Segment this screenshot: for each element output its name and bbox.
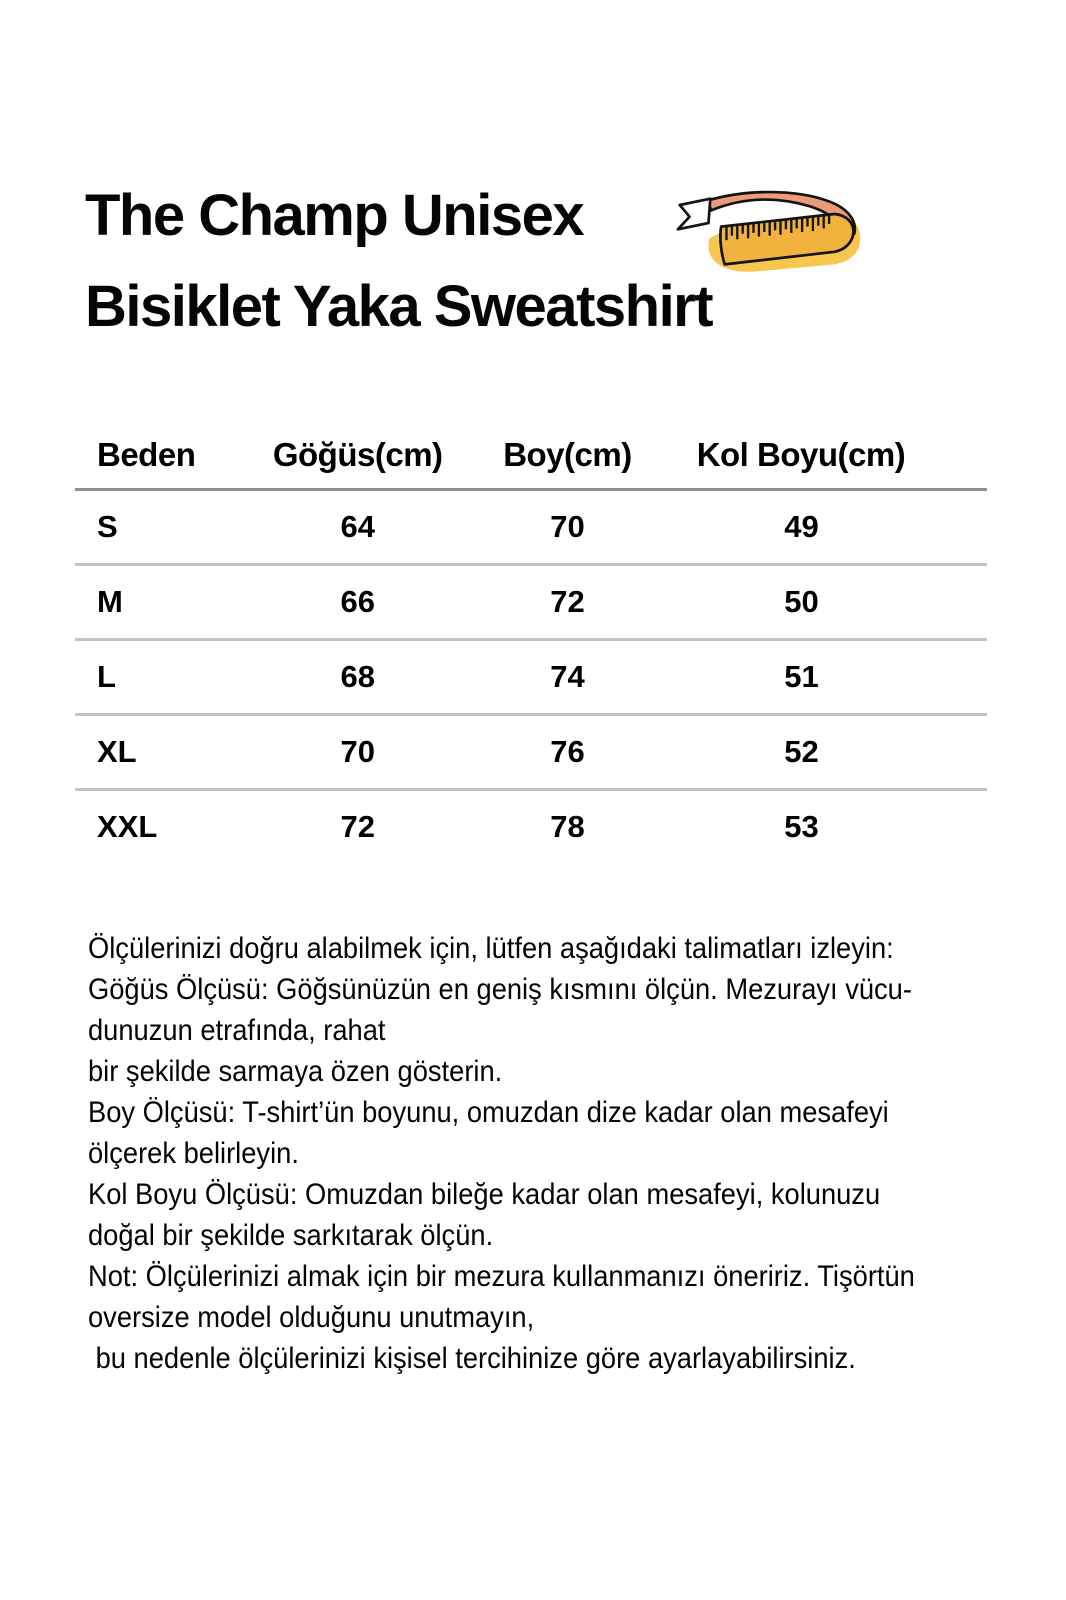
instruction-line: Kol Boyu Ölçüsü: Omuzdan bileğe kadar olan mesafeyi, kolunuzu [88,1178,881,1211]
column-header-gogus: Göğüs(cm) [257,436,458,490]
length-value: 76 [458,715,677,790]
table-row-m [75,565,987,640]
chest-value: 68 [257,640,458,715]
length-value: 78 [550,809,585,844]
sleeve-value: 53 [784,809,819,844]
size-label: M [75,565,257,640]
sleeve-value: 52 [677,715,987,790]
column-header-kol-boyu: Kol Boyu(cm) [677,436,987,490]
size-table [75,436,987,863]
length-value: 70 [458,490,677,565]
size-table-header-row [75,436,987,490]
instruction-line: Not: Ölçülerinizi almak için bir mezura kullanmanızı öneririz. Tişörtün [88,1260,915,1293]
instruction-line: bu nedenle ölçülerinizi kişisel tercihinize göre ayarlayabilirsiniz. [88,1342,856,1375]
instruction-line: Göğüs Ölçüsü: Göğsünüzün en geniş kısmını ölçün. Mezurayı vücu- [88,973,912,1006]
table-row-xl [75,715,987,790]
size-label: XL [75,715,257,790]
chest-value: 72 [340,809,375,844]
instruction-line: ölçerek belirleyin. [88,1137,299,1170]
column-header-beden: Beden [75,436,257,490]
instruction-line: oversize model olduğunu unutmayın, [88,1301,535,1334]
length-value: 72 [458,565,677,640]
size-label: XXL [97,809,158,844]
table-row-xxl [75,790,987,864]
length-value: 74 [458,640,677,715]
instruction-line: Ölçülerinizi doğru alabilmek için, lütfen aşağıdaki talimatları izleyin: [88,932,894,965]
chest-value: 64 [257,490,458,565]
chest-value: 70 [257,715,458,790]
instruction-line: dunuzun etrafında, rahat [88,1014,386,1047]
measurement-instructions [88,928,1044,1379]
chest-value: 66 [257,565,458,640]
tape-tip [678,199,710,230]
sleeve-value: 49 [677,490,987,565]
product-title-line2: Bisiklet Yaka Sweatshirt [85,274,713,339]
table-row-l [75,640,987,715]
instruction-line: Boy Ölçüsü: T-shirt’ün boyunu, omuzdan dize kadar olan mesafeyi [88,1096,889,1129]
instruction-line: bir şekilde sarmaya özen gösterin. [88,1055,503,1088]
column-header-boy: Boy(cm) [458,436,677,490]
size-label: L [75,640,257,715]
sleeve-value: 50 [677,565,987,640]
table-row-s [75,490,987,565]
size-label: S [75,490,257,565]
measuring-tape-icon [668,186,866,287]
instruction-line: doğal bir şekilde sarkıtarak ölçün. [88,1219,494,1252]
product-title-line1: The Champ Unisex [85,183,584,248]
sleeve-value: 51 [677,640,987,715]
